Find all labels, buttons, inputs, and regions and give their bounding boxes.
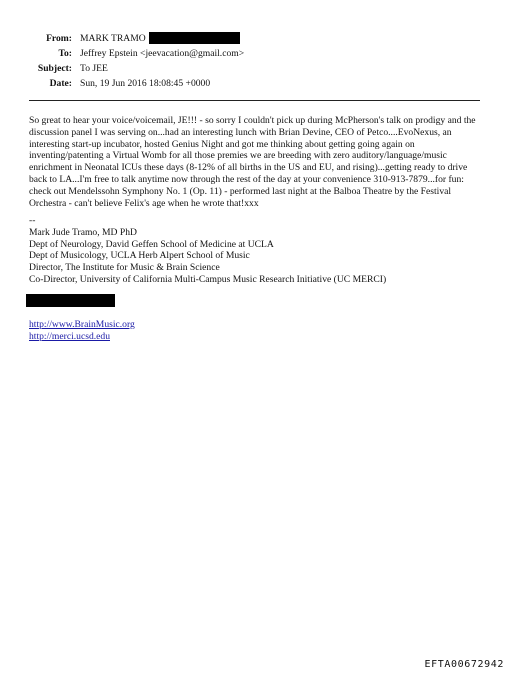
from-value: MARK TRAMO — [80, 33, 146, 44]
subject-row — [0, 61, 300, 76]
subject-label: Subject: — [37, 63, 72, 74]
signature-line: Co-Director, University of California Multi-Campus Music Research Initiative (UC MERCI) — [29, 273, 387, 285]
signature-line: Dept of Musicology, UCLA Herb Alpert School of Music — [29, 250, 250, 262]
signature-block — [29, 215, 484, 286]
to-label: To: — [58, 48, 72, 59]
from-label: From: — [46, 33, 72, 44]
date-row — [0, 76, 300, 91]
signature-line: Director, The Institute for Music & Brain Science — [29, 262, 220, 274]
subject-value: To JEE — [80, 63, 108, 74]
signature-line: Dept of Neurology, David Geffen School of Medicine at UCLA — [29, 238, 274, 250]
date-label: Date: — [49, 78, 72, 89]
email-body: So great to hear your voice/voicemail, JE!!! - so sorry I couldn't pick up during McPherson's talk on prodigy and the discussion panel I was serving on...had an interesting lunch with Brian Devine, CEO of Petco....EvoNexus, an interesting start-up incubator, hosted Genius Night and got me thinking about getting going again on inventing/patenting a Virtual Womb for all those premies we are breeding with zero auditory/language/music enrichment in Neonatal ICUs these days (8-12% of all births in the US and EU, and rising)...getting ready to drive back to LA...I'm free to talk anytime now through the rest of the day at your convenience 310-913-7879...for fun: check out Mendelssohn Symphony No. 1 (Op. 11) - performed last night at the Balboa Theatre by the Festival Orchestra - can't believe Felix's age when he wrote that!xxx — [29, 115, 476, 209]
from-row — [0, 31, 300, 46]
date-value: Sun, 19 Jun 2016 18:08:45 +0000 — [80, 78, 211, 89]
bates-number: EFTA00672942 — [424, 659, 504, 670]
to-value: Jeffrey Epstein <jeevacation@gmail.com> — [80, 48, 245, 59]
signature-separator: -- — [29, 215, 36, 226]
email-header — [0, 31, 300, 91]
signature-line: Mark Jude Tramo, MD PhD — [29, 226, 137, 238]
header-divider — [29, 100, 480, 101]
redaction-box — [149, 32, 240, 44]
signature-links — [29, 319, 135, 343]
to-row — [0, 46, 300, 61]
redaction-box — [26, 294, 115, 307]
merci-link[interactable]: http://merci.ucsd.edu — [29, 330, 110, 342]
brainmusic-link[interactable]: http://www.BrainMusic.org — [29, 319, 135, 330]
